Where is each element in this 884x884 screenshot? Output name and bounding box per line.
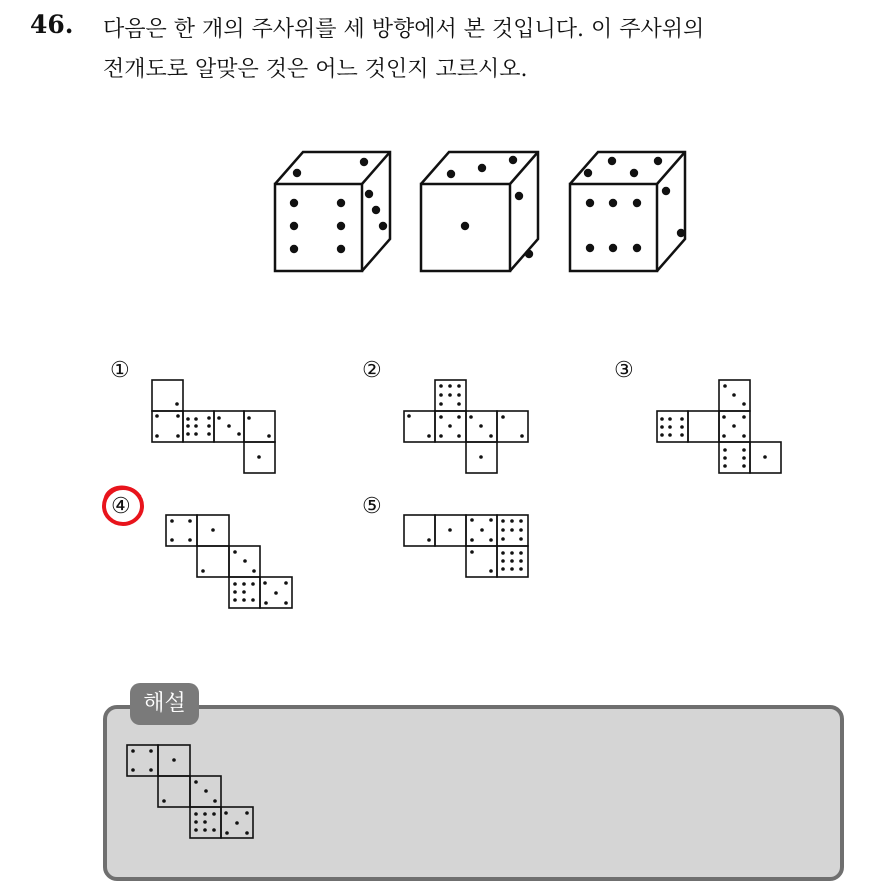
net-option-5 (404, 515, 528, 577)
option-label-1[interactable]: ① (110, 358, 130, 383)
die-view-3 (570, 152, 685, 271)
net-option-2 (404, 380, 528, 473)
net-option-4 (166, 515, 292, 608)
option-nets (152, 380, 781, 608)
option-label-3[interactable]: ③ (614, 358, 634, 383)
explanation-box (103, 705, 844, 881)
option-label-5[interactable]: ⑤ (362, 494, 382, 519)
dice-views (275, 152, 685, 271)
option-label-2[interactable]: ② (362, 358, 382, 383)
explanation-tab: 해설 (130, 683, 199, 725)
option-label-4[interactable]: ④ (111, 494, 131, 519)
net-option-3 (657, 380, 781, 473)
question-number: 46. (30, 10, 74, 39)
explanation-net (125, 743, 295, 883)
net-option-1 (152, 380, 275, 473)
question-line-2: 전개도로 알맞은 것은 어느 것인지 고르시오. (103, 57, 528, 82)
question-line-1: 다음은 한 개의 주사위를 세 방향에서 본 것입니다. 이 주사위의 (103, 17, 705, 42)
die-view-2 (421, 152, 538, 271)
die-view-1 (275, 152, 390, 271)
